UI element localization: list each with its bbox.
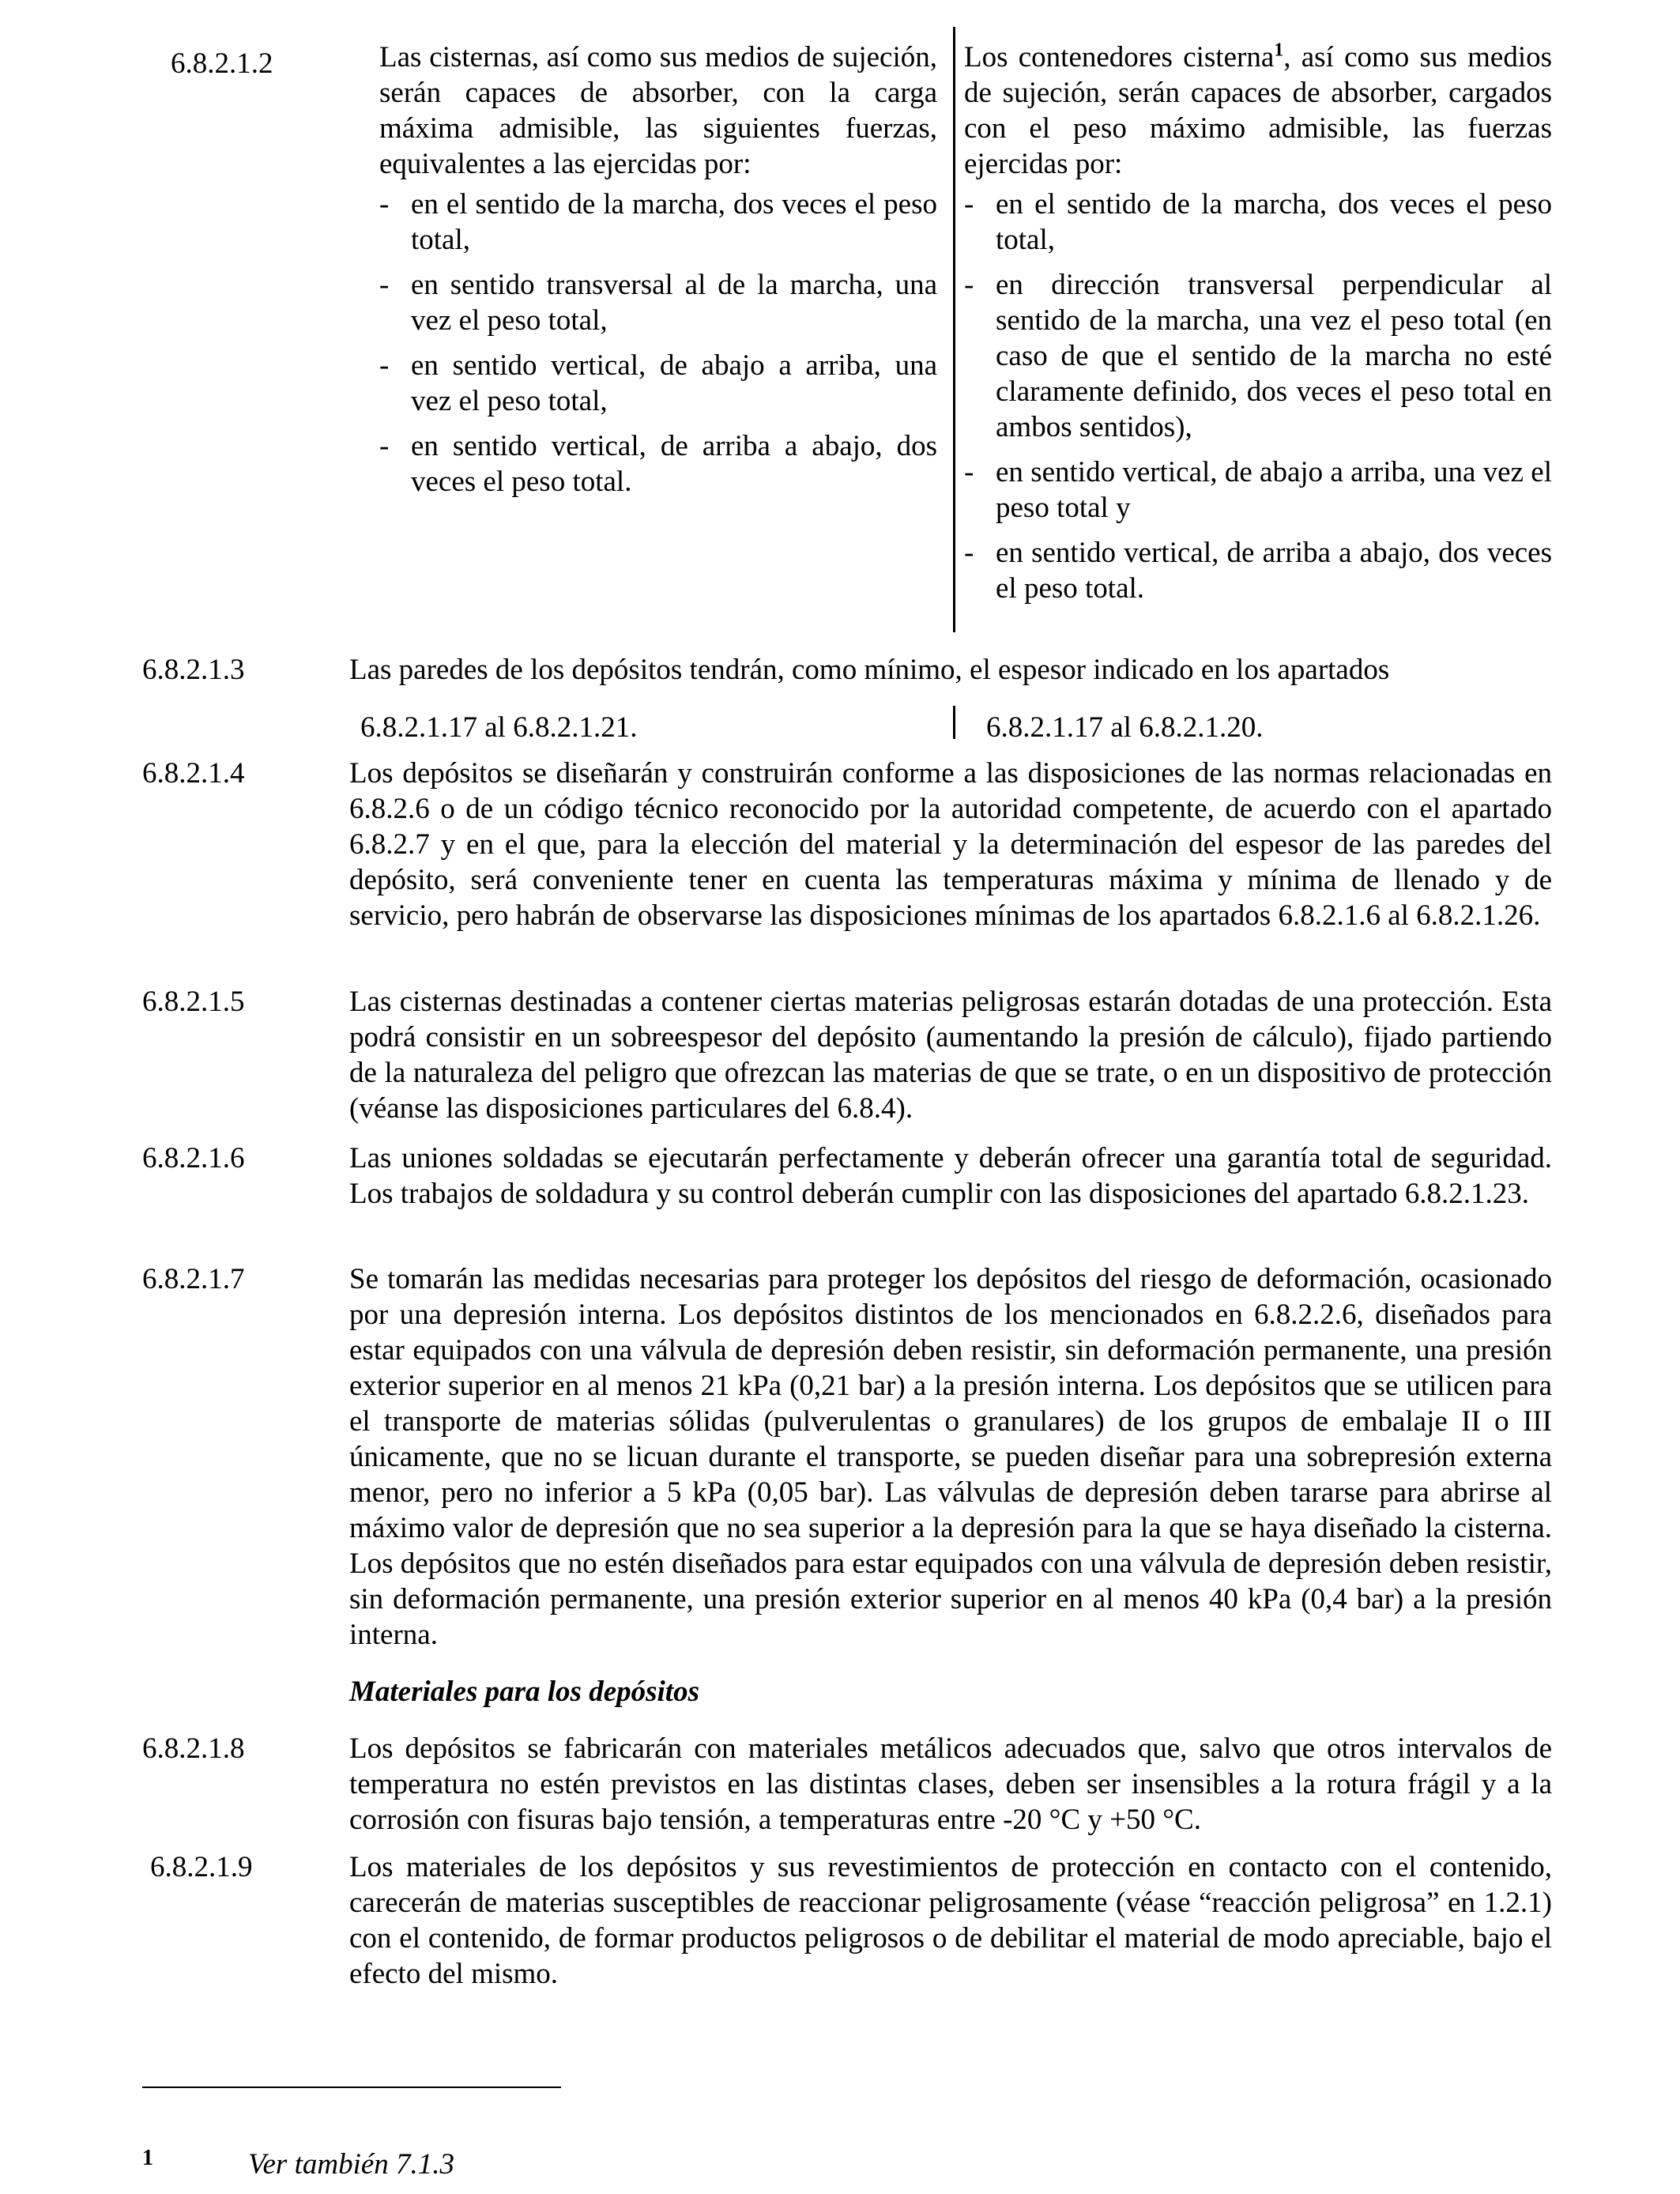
section-text-6-8-2-1-8: Los depósitos se fabricarán con materiales metálicos adecuados que, salvo que otros intervalos de temperatura no estén previstos en las distintas clases, deben ser insensibles a la rotura frágil y a la corrosión con fisuras bajo tensión, a temperaturas entre -20 °C y +50 °C.	[349, 1732, 1552, 1836]
column-divider	[953, 27, 955, 632]
section-text-6-8-2-1-5: Las cisternas destinadas a contener ciertas materias peligrosas estarán dotadas de una protección. Esta podrá consistir en un sobreespesor del depósito (aumentando la presión de cálculo), fijado partiendo de la naturaleza del peligro que ofrezcan las materias de que se trate, o en un dispositivo de protección (véanse las disposiciones particulares del 6.8.4).	[349, 986, 1552, 1125]
dash-bullet: -	[964, 456, 974, 488]
list-item: - en sentido vertical, de abajo a arriba, una vez el peso total,	[379, 349, 937, 417]
section-text-6-8-2-1-6: Las uniones soldadas se ejecutarán perfectamente y deberán ofrecer una garantía total de seguridad. Los trabajos de soldadura y su control deberán cumplir con las disposiciones del apartado 6.8.2.1.23.	[349, 1142, 1552, 1210]
left-column-road-tanks	[379, 40, 937, 509]
split-left-reference: 6.8.2.1.17 al 6.8.2.1.21.	[360, 711, 638, 744]
heading-tank-materials: Materiales para los depósitos	[349, 1676, 699, 1708]
footnote-text: Ver también 7.1.3	[248, 2148, 455, 2181]
list-item: - en sentido transversal al de la marcha, una vez el peso total,	[379, 269, 937, 337]
section-number-6-8-2-1-4: 6.8.2.1.4	[142, 757, 245, 790]
section-number-6-8-2-1-5: 6.8.2.1.5	[142, 986, 245, 1018]
list-item: - en el sentido de la marcha, dos veces el peso total,	[379, 188, 937, 256]
footnote-reference: 1	[1274, 40, 1284, 61]
right-column-intro: Los contenedores cisterna$^1$, así como sus medios de sujeción, serán capaces de absorber, cargados con el peso máximo admisible, las fuerzas ejercidas por:	[964, 40, 1552, 180]
dash-bullet: -	[379, 188, 390, 221]
left-column-intro: Las cisternas, así como sus medios de sujeción, serán capaces de absorber, con la carga máxima admisible, las siguientes fuerzas, equivalentes a las ejercidas por:	[379, 41, 937, 180]
list-item: - en sentido vertical, de abajo a arriba, una vez el peso total y	[964, 456, 1552, 524]
right-column-tank-containers	[964, 40, 1552, 616]
section-number-6-8-2-1-7: 6.8.2.1.7	[142, 1263, 245, 1295]
list-item: - en el sentido de la marcha, dos veces el peso total,	[964, 188, 1552, 256]
section-text-6-8-2-1-3: Las paredes de los depósitos tendrán, como mínimo, el espesor indicado en los apartados	[349, 654, 1390, 686]
dash-bullet: -	[964, 537, 974, 569]
footnote-separator	[142, 2087, 561, 2088]
split-divider	[953, 706, 955, 739]
section-text-6-8-2-1-7: Se tomarán las medidas necesarias para proteger los depósitos del riesgo de deformación, ocasionado por una depresión interna. Los depósitos distintos de los mencionados en 6.8.2.2.6, diseñados para estar equipados con una válvula de depresión deben resistir, sin deformación permanente, una presión exterior superior en al menos 21 kPa (0,21 bar) a la presión interna. Los depósitos que se utilicen para el transporte de materias sólidas (pulverulentas o granulares) de los grupos de embalaje II o III únicamente, que no se licuan durante el transporte, se pueden diseñar para una sobrepresión externa menor, pero no inferior a 5 kPa (0,05 bar). Las válvulas de depresión deben tararse para abrirse al máximo valor de depresión que no sea superior a la depresión para la que se haya diseñado la cisterna. Los depósitos que no estén diseñados para estar equipados con una válvula de depresión deben resistir, sin deformación permanente, una presión exterior superior en al menos 40 kPa (0,4 bar) a la presión interna.	[349, 1263, 1552, 1651]
split-right-reference: 6.8.2.1.17 al 6.8.2.1.20.	[986, 711, 1264, 744]
right-force-list	[964, 187, 1552, 606]
section-text-6-8-2-1-9: Los materiales de los depósitos y sus revestimientos de protección en contacto con el contenido, carecerán de materias susceptibles de reaccionar peligrosamente (véase “reacción peligrosa” en 1.2.1) con el contenido, de formar productos peligrosos o de debilitar el material de modo apreciable, bajo el efecto del mismo.	[349, 1851, 1552, 1990]
list-item: - en dirección transversal perpendicular al sentido de la marcha, una vez el peso total (en caso de que el sentido de la marcha no esté claramente definido, dos veces el peso total en ambos sentidos),	[964, 269, 1552, 443]
section-number-6-8-2-1-8: 6.8.2.1.8	[142, 1732, 245, 1765]
section-number-6-8-2-1-9: 6.8.2.1.9	[150, 1851, 253, 1883]
dash-bullet: -	[964, 188, 974, 221]
left-force-list	[379, 187, 937, 499]
section-number-6-8-2-1-6: 6.8.2.1.6	[142, 1142, 245, 1174]
dash-bullet: -	[379, 269, 390, 301]
list-item: - en sentido vertical, de arriba a abajo, dos veces el peso total.	[379, 430, 937, 498]
dash-bullet: -	[379, 349, 390, 382]
dash-bullet: -	[379, 430, 390, 462]
section-number-6-8-2-1-2: 6.8.2.1.2	[171, 47, 273, 80]
dash-bullet: -	[964, 269, 974, 301]
section-number-6-8-2-1-3: 6.8.2.1.3	[142, 654, 245, 686]
section-text-6-8-2-1-4: Los depósitos se diseñarán y construirán conforme a las disposiciones de las normas relacionadas en 6.8.2.6 o de un código técnico reconocido por la autoridad competente, de acuerdo con el apartado 6.8.2.7 y en el que, para la elección del material y la determinación del espesor de las paredes del depósito, será conveniente tener en cuenta las temperaturas máxima y mínima de llenado y de servicio, pero habrán de observarse las disposiciones mínimas de los apartados 6.8.2.1.6 al 6.8.2.1.26.	[349, 757, 1552, 932]
list-item: - en sentido vertical, de arriba a abajo, dos veces el peso total.	[964, 537, 1552, 605]
footnote-mark: 1	[142, 2146, 153, 2170]
